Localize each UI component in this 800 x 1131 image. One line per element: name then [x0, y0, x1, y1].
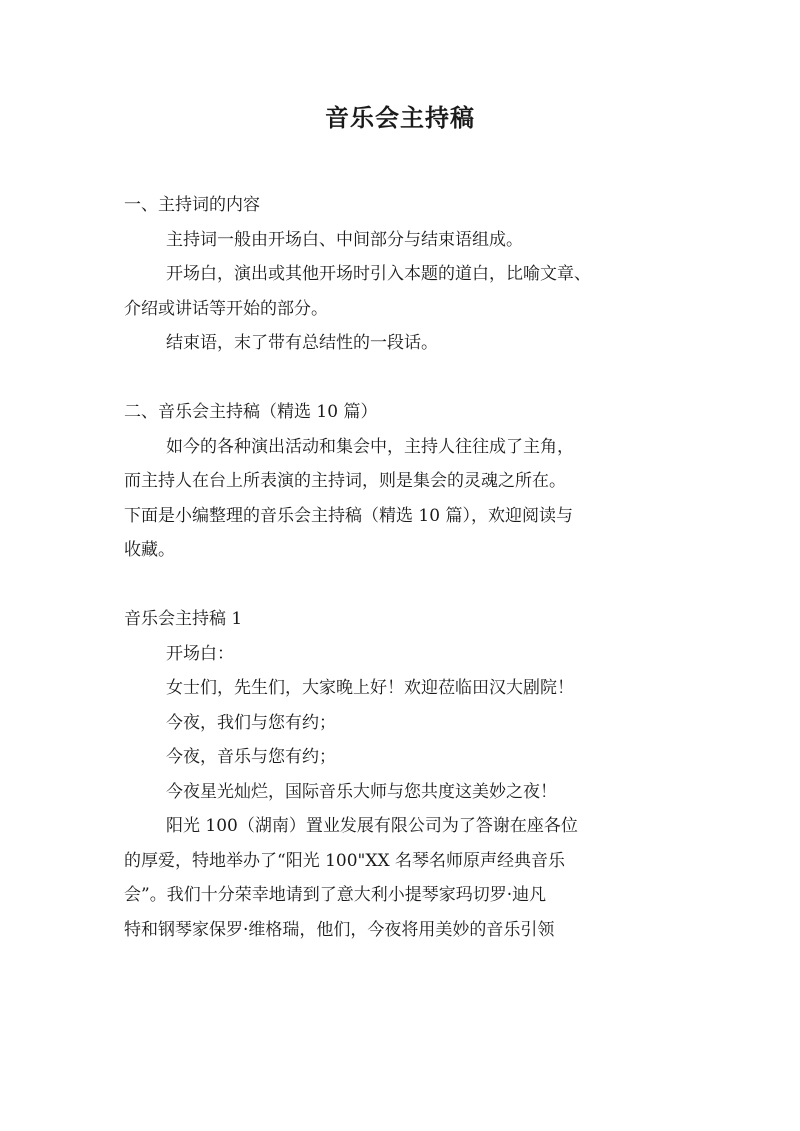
paragraph-gap [124, 361, 690, 396]
paragraph-line: 下面是小编整理的音乐会主持稿（精选 10 篇），欢迎阅读与 [124, 505, 573, 526]
paragraph: 今夜，音乐与您有约； [166, 747, 336, 767]
section-heading-3: 音乐会主持稿 1 [124, 609, 243, 629]
section-heading-1: 一、主持词的内容 [124, 195, 260, 215]
paragraph-line: 如今的各种演出活动和集会中，主持人往往成了主角， [166, 436, 574, 457]
paragraph-line: 收藏。 [124, 540, 175, 560]
paragraph: 今夜，我们与您有约； [166, 712, 336, 733]
paragraph-line: 特和钢琴家保罗·维格瑞，他们，今夜将用美妙的音乐引领 [124, 919, 555, 940]
paragraph: 主持词一般由开场白、中间部分与结束语组成。 [166, 229, 523, 250]
document-body [124, 188, 690, 947]
paragraph: 开场白： [166, 643, 234, 664]
section-heading-2: 二、音乐会主持稿（精选 10 篇） [124, 402, 378, 422]
paragraph-gap [124, 568, 690, 603]
document-title: 音乐会主持稿 [325, 104, 475, 132]
paragraph-line: 的厚爱，特地举办了“阳光 100"XX 名琴名师原声经典音乐 [124, 850, 565, 871]
paragraph-line: 而主持人在台上所表演的主持词，则是集会的灵魂之所在。 [124, 471, 566, 491]
paragraph-line: 介绍或讲话等开始的部分。 [124, 298, 328, 319]
paragraph: 今夜星光灿烂，国际音乐大师与您共度这美妙之夜！ [166, 781, 557, 802]
paragraph-line: 阳光 100（湖南）置业发展有限公司为了答谢在座各位 [166, 816, 578, 836]
paragraph: 结束语，末了带有总结性的一段话。 [166, 333, 438, 353]
paragraph-line: 开场白，演出或其他开场时引入本题的道白，比喻文章、 [166, 264, 591, 284]
paragraph: 女士们，先生们，大家晚上好！欢迎莅临田汉大剧院！ [166, 678, 574, 698]
paragraph-line: 会”。我们十分荣幸地请到了意大利小提琴家玛切罗·迪凡 [124, 885, 547, 905]
